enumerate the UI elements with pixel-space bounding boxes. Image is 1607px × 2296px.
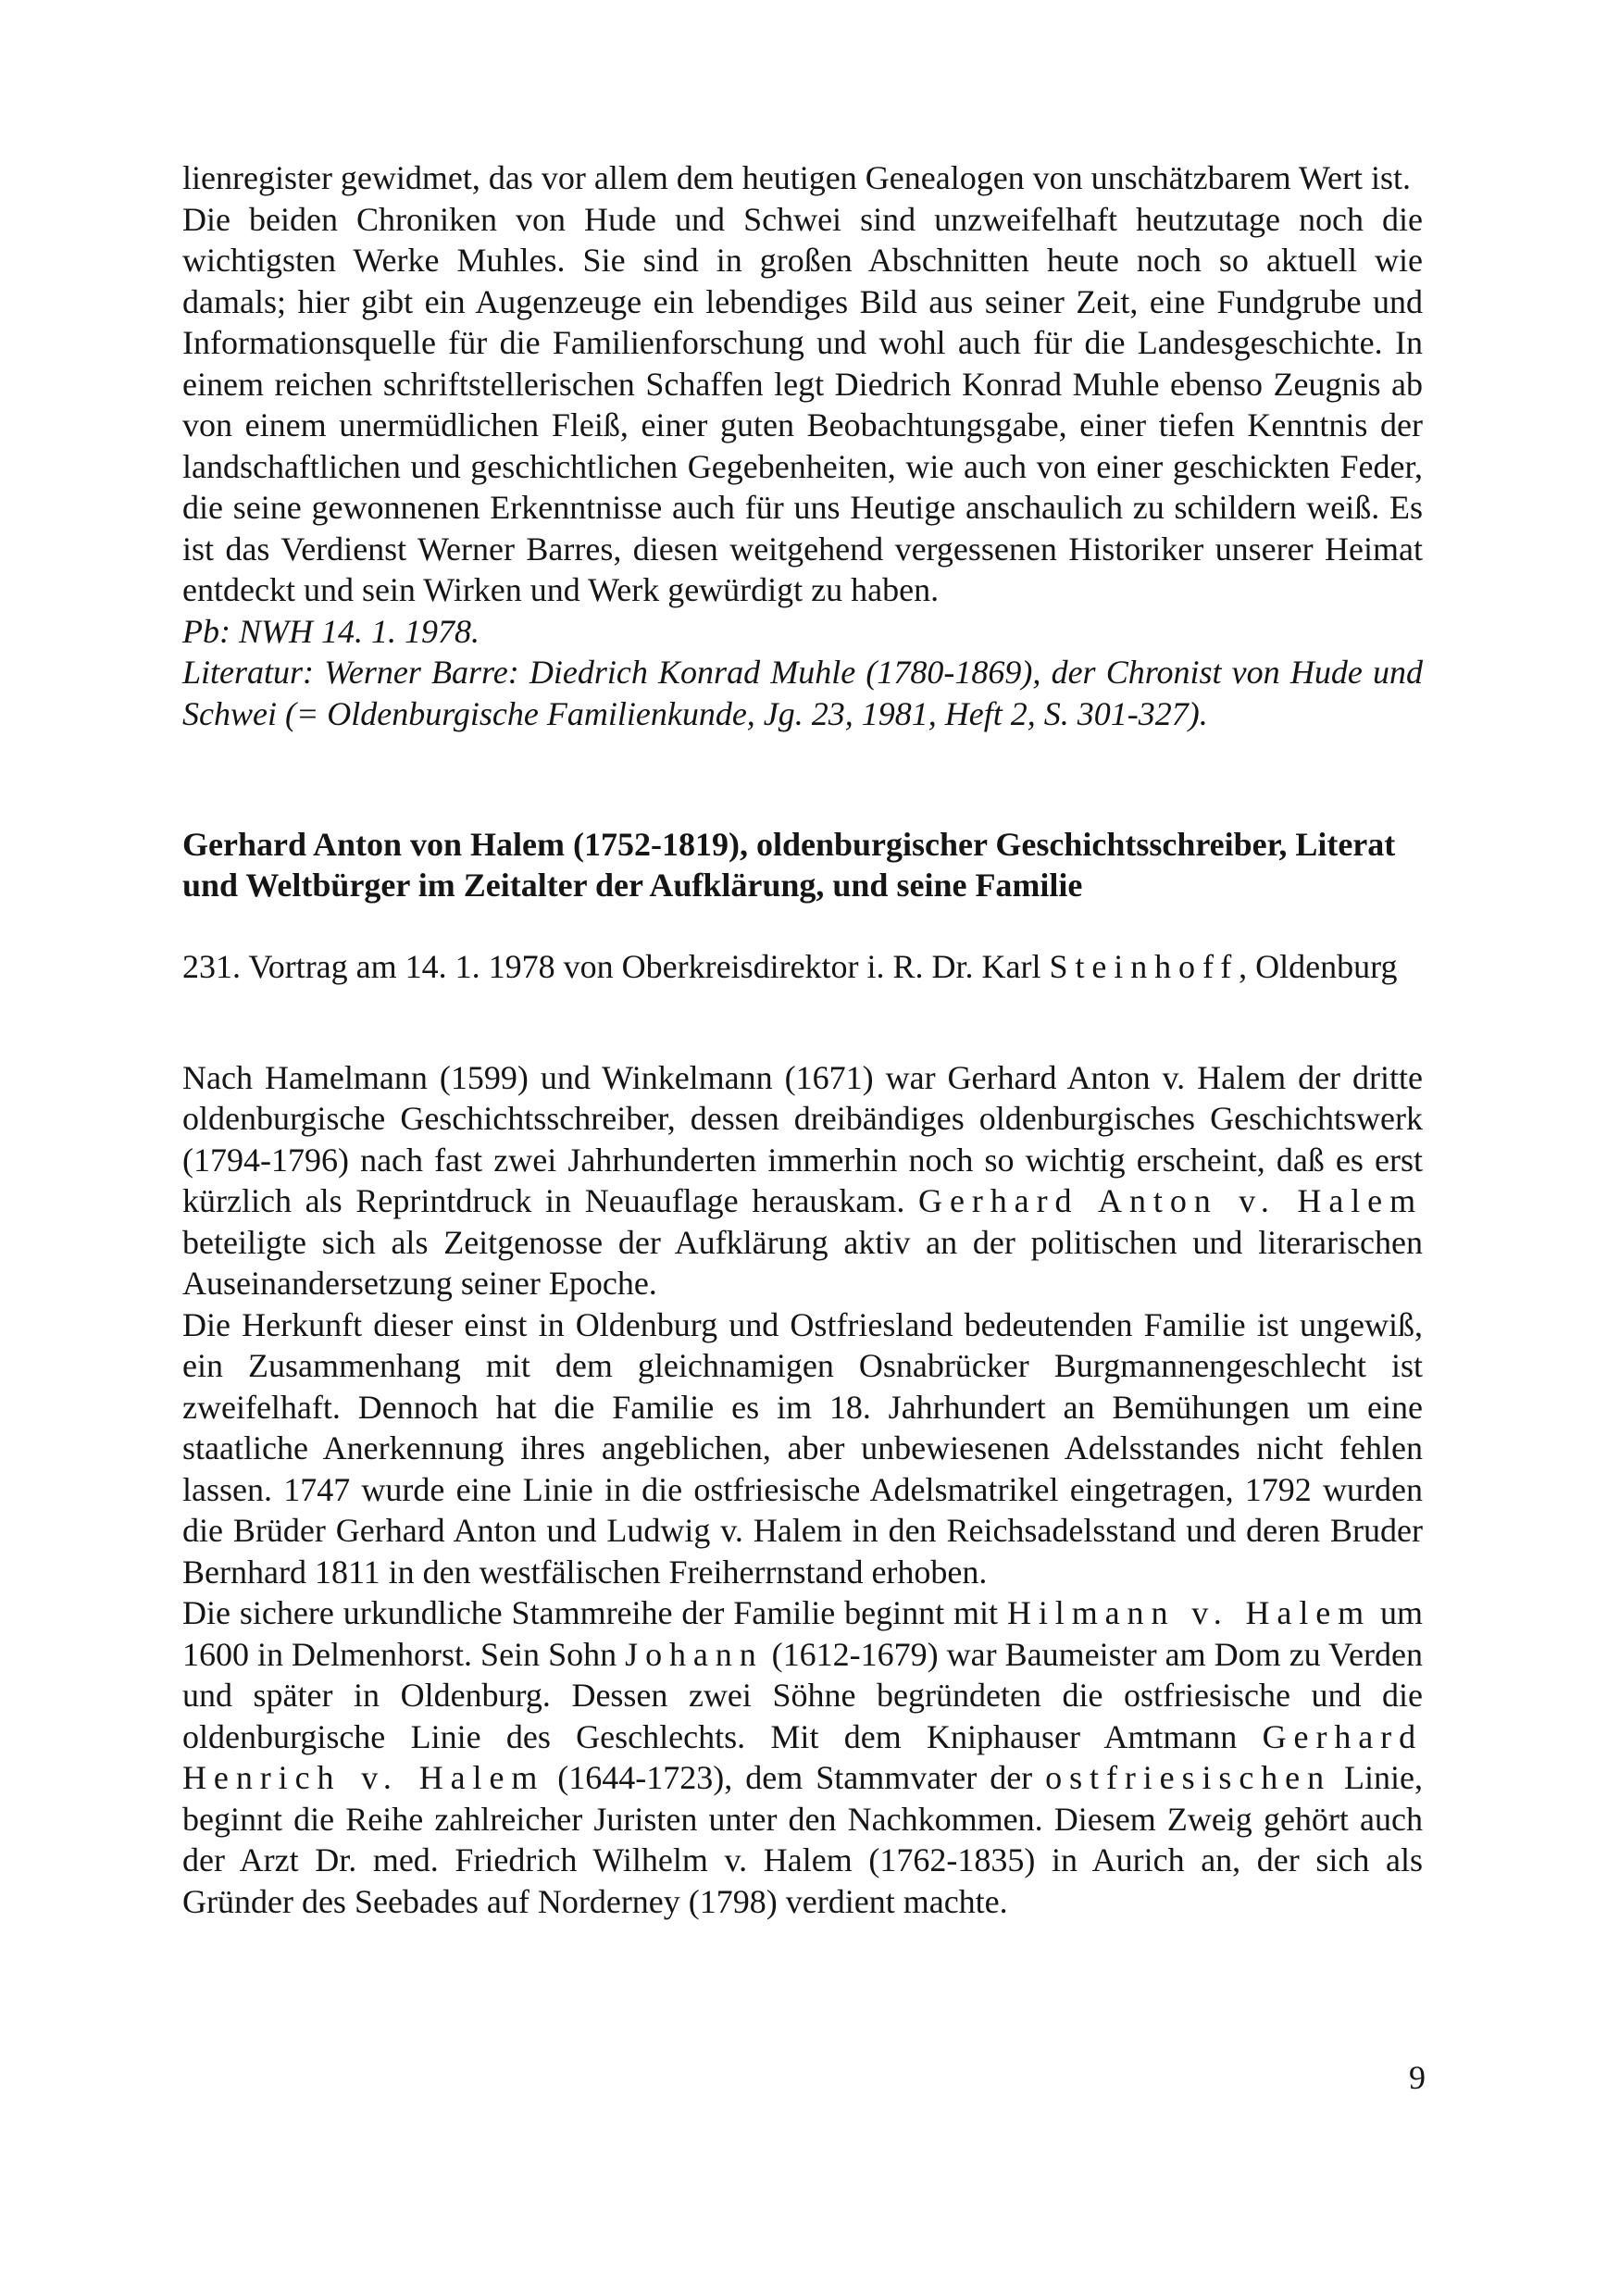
article-paragraph-3: [182, 1592, 1423, 1922]
literature-reference: Literatur: Werner Barre: Diedrich Konrad Muhle (1780-1869), der Chronist von Hude und Schwei (= Oldenburgische Familienkunde, Jg. 23, 1981, Heft 2, S. 301-327).: [182, 654, 1423, 732]
intro-continuation: lienregister gewidmet, das vor allem dem heutigen Genealogen von unschätzbarem Wert ist.: [182, 159, 1412, 196]
p3-spaced-johann: Johann: [625, 1635, 764, 1673]
p3-text-i: Linie, beginnt die Reihe zahlreicher Juristen unter den Nachkommen. Diesem Zweig gehört auch der Arzt Dr. med. Friedrich Wilhelm v. Halem (1762-1835) in Aurich an, der sich als Gründer des Seebades auf Norderney (1798) verdient machte.: [182, 1759, 1423, 1920]
lecture-prefix: 231. Vortrag am 14. 1. 1978 von Oberkreisdirektor i. R. Dr. Karl: [182, 948, 1050, 985]
p3-spaced-gerhard-henrich: Gerhard Henrich v. Halem: [182, 1717, 1423, 1796]
publication-note: Pb: NWH 14. 1. 1978.: [182, 612, 480, 650]
p3-text-e: (1612-1679) war Baumeister am Dom zu Verden und später in Oldenburg. Dessen zwei Söhne begründeten die ostfriesische und die oldenburgische Linie des Geschlechts. Mit dem Kniphauser Amtmann: [182, 1635, 1423, 1755]
lecture-line: [182, 946, 1423, 988]
article-paragraph-1: [182, 1057, 1423, 1304]
lecturer-name: Steinhoff: [1049, 948, 1240, 985]
p3-text-a: Die sichere urkundliche Stammreihe der Familie beginnt mit: [182, 1594, 1007, 1631]
p3-spaced-hilmann: Hilmann v. Halem: [1006, 1594, 1372, 1631]
p3-spaced-ostfriesischen: ostfriesischen: [1045, 1759, 1331, 1796]
intro-paragraph: Die beiden Chroniken von Hude und Schwei sind unzweifelhaft heutzutage noch die wichtigsten Werke Muhles. Sie sind in großen Abschnitten heute noch so aktuell wie damals; hier gibt ein Augenzeuge ein lebendiges Bild aus seiner Zeit, eine Fundgrube und Informationsquelle für die Familienforschung und wohl auch für die Landesgeschichte. In einem reichen schriftstellerischen Schaffen legt Diedrich Konrad Muhle ebenso Zeugnis ab von einem unermüdlichen Fleiß, einer guten Beobachtungsgabe, einer tiefen Kenntnis der landschaftlichen und geschichtlichen Gegebenheiten, wie auch von einer geschickten Feder, die seine gewonnenen Erkenntnisse auch für uns Heutige anschaulich zu schildern weiß. Es ist das Verdienst Werner Barres, diesen weitgehend vergessenen Historiker unserer Heimat entdeckt und sein Wirken und Werk gewürdigt zu haben.: [182, 200, 1423, 608]
p1-text-c: beteiligte sich als Zeitgenosse der Aufklärung aktiv an der politischen und literarischen Auseinandersetzung seiner Epoche.: [182, 1223, 1423, 1302]
lecture-suffix: , Oldenburg: [1239, 948, 1398, 985]
article-paragraph-2: Die Herkunft dieser einst in Oldenburg und Ostfriesland bedeutenden Familie ist ungewiß, ein Zusammenhang mit dem gleichnamigen Osnabrücker Burgmannengeschlecht ist zweifelhaft. Dennoch hat die Familie es im 18. Jahrhundert an Bemühungen um eine staatliche Anerkennung ihres angeblichen, aber unbewiesenen Adelsstandes nicht fehlen lassen. 1747 wurde eine Linie in die ostfriesische Adelsmatrikel eingetragen, 1792 wurden die Brüder Gerhard Anton und Ludwig v. Halem in den Reichsadelsstand und deren Bruder Bernhard 1811 in den westfälischen Freiherrnstand erhoben.: [182, 1305, 1423, 1591]
p3-text-c: um 1600 in Delmenhorst. Sein Sohn: [182, 1594, 1423, 1673]
article-heading: Gerhard Anton von Halem (1752-1819), oldenburgischer Geschichtsschreiber, Literat und Weltbürger im Zeitalter der Aufklärung, und seine Familie: [182, 826, 1396, 904]
p1-spaced-name: Gerhard Anton v. Halem: [918, 1182, 1423, 1219]
p1-text-a: Nach Hamelmann (1599) und Winkelmann (1671) war Gerhard Anton v. Halem der dritte oldenburgische Geschichtsschreiber, dessen dreibändiges oldenburgisches Geschichtswerk (1794-1796) nach fast zwei Jahrhunderten immerhin noch so wichtig erscheint, daß es erst kürzlich als Reprintdruck in Neuauflage herauskam.: [182, 1058, 1423, 1219]
page-body: [182, 157, 1423, 1922]
p3-text-g: (1644-1723), dem Stammvater der: [544, 1759, 1046, 1796]
page-number: 9: [1409, 2059, 1426, 2096]
